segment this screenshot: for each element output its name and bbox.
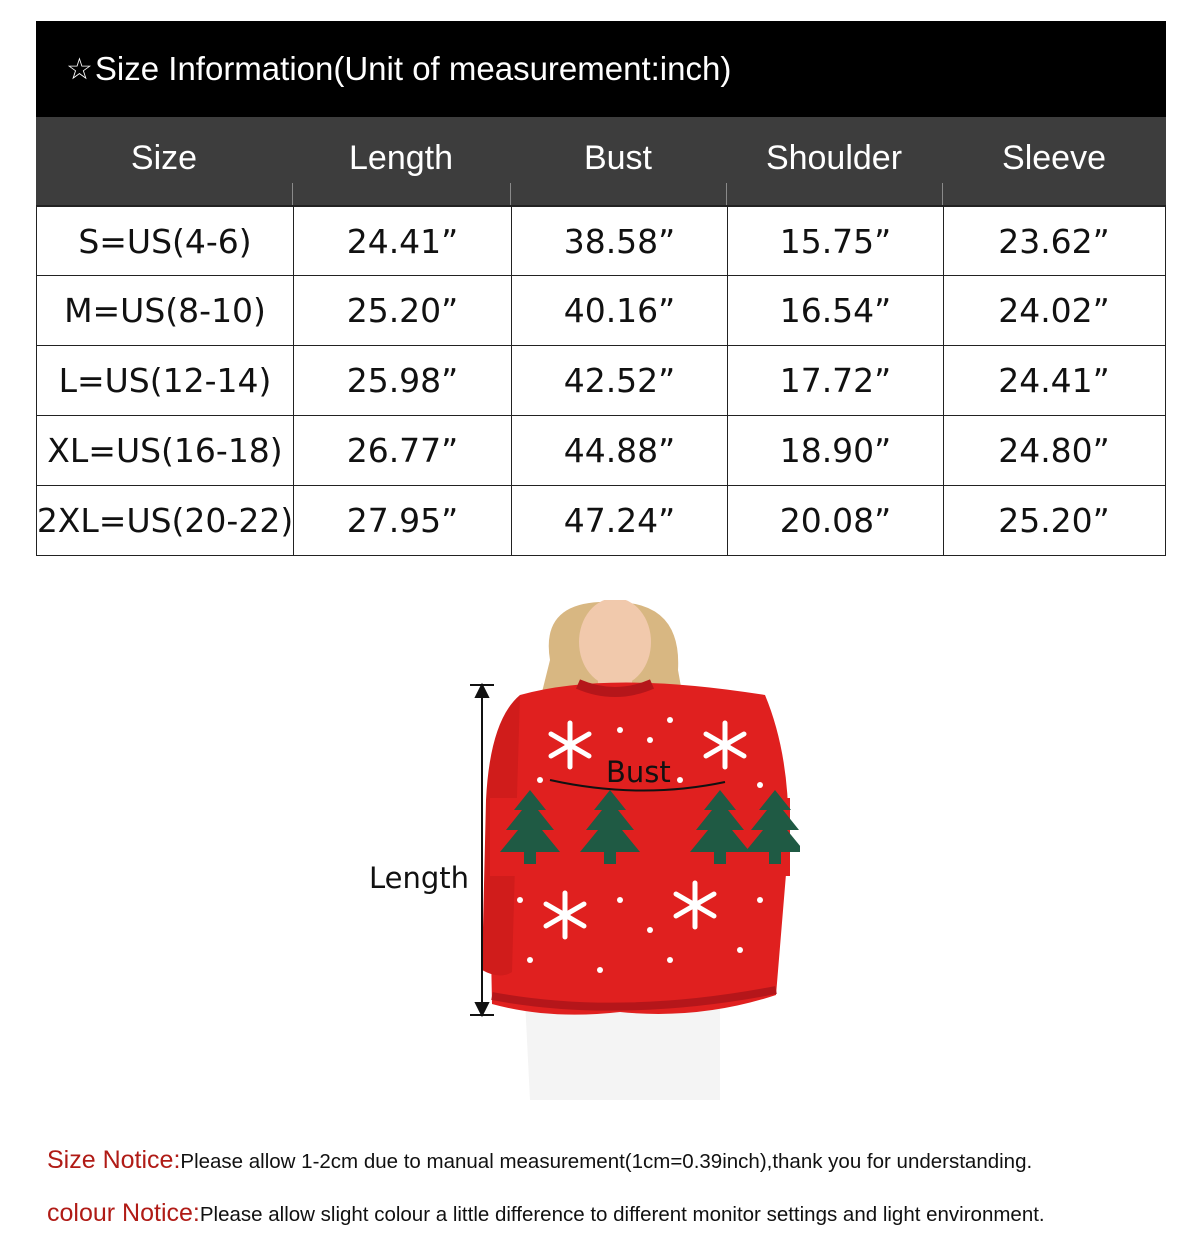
table-row xyxy=(37,275,1165,345)
length-label: Length xyxy=(369,861,470,895)
bust-label: Bust xyxy=(606,755,671,789)
shoulder-cell: 17.72” xyxy=(727,346,943,415)
column-header-length: Length xyxy=(292,117,510,205)
shoulder-cell: 18.90” xyxy=(727,416,943,485)
shoulder-cell: 15.75” xyxy=(727,207,943,275)
size-cell: 2XL=US(20-22) xyxy=(36,501,294,540)
bust-cell: 40.16” xyxy=(511,276,727,345)
size-cell: XL=US(16-18) xyxy=(47,431,283,470)
bust-cell: 44.88” xyxy=(511,416,727,485)
size-table xyxy=(36,117,1166,556)
colour-notice xyxy=(47,1199,1045,1228)
size-cell: S=US(4-6) xyxy=(78,221,252,261)
table-row xyxy=(37,345,1165,415)
sleeve-cell: 24.02” xyxy=(943,276,1164,345)
size-notice xyxy=(47,1146,1032,1175)
bust-cell: 38.58” xyxy=(511,207,727,275)
column-header-bust: Bust xyxy=(510,117,726,205)
sweater-model-photo xyxy=(420,600,800,1100)
shoulder-cell: 16.54” xyxy=(727,276,943,345)
table-header-row xyxy=(36,117,1166,205)
bust-cell: 42.52” xyxy=(511,346,727,415)
column-header-size: Size xyxy=(130,138,198,177)
size-notice-label: Size Notice: xyxy=(47,1146,181,1174)
shoulder-cell: 20.08” xyxy=(727,486,943,555)
sleeve-cell: 23.62” xyxy=(943,207,1164,275)
size-cell: L=US(12-14) xyxy=(58,361,272,400)
colour-notice-text: Please allow slight colour a little difference to different monitor settings and light environment. xyxy=(199,1203,1045,1226)
star-icon: ☆ xyxy=(66,51,93,87)
bust-cell: 47.24” xyxy=(511,486,727,555)
length-cell: 25.20” xyxy=(293,276,511,345)
table-row xyxy=(37,485,1165,555)
column-header-shoulder: Shoulder xyxy=(726,117,942,205)
sleeve-cell: 25.20” xyxy=(943,486,1164,555)
size-info-title: Size Information(Unit of measurement:inch) xyxy=(94,50,732,87)
size-cell: M=US(8-10) xyxy=(64,291,266,330)
sleeve-cell: 24.41” xyxy=(943,346,1164,415)
table-row xyxy=(37,415,1165,485)
column-header-sleeve: Sleeve xyxy=(942,117,1166,205)
sleeve-cell: 24.80” xyxy=(943,416,1164,485)
length-cell: 25.98” xyxy=(293,346,511,415)
table-body xyxy=(36,205,1166,556)
length-cell: 24.41” xyxy=(293,207,511,275)
size-notice-text: Please allow 1-2cm due to manual measurement(1cm=0.39inch),thank you for understanding. xyxy=(180,1150,1033,1173)
table-row xyxy=(37,205,1165,275)
length-cell: 27.95” xyxy=(293,486,511,555)
size-info-title-bar xyxy=(36,21,1166,117)
length-cell: 26.77” xyxy=(293,416,511,485)
colour-notice-label: colour Notice: xyxy=(47,1199,200,1227)
